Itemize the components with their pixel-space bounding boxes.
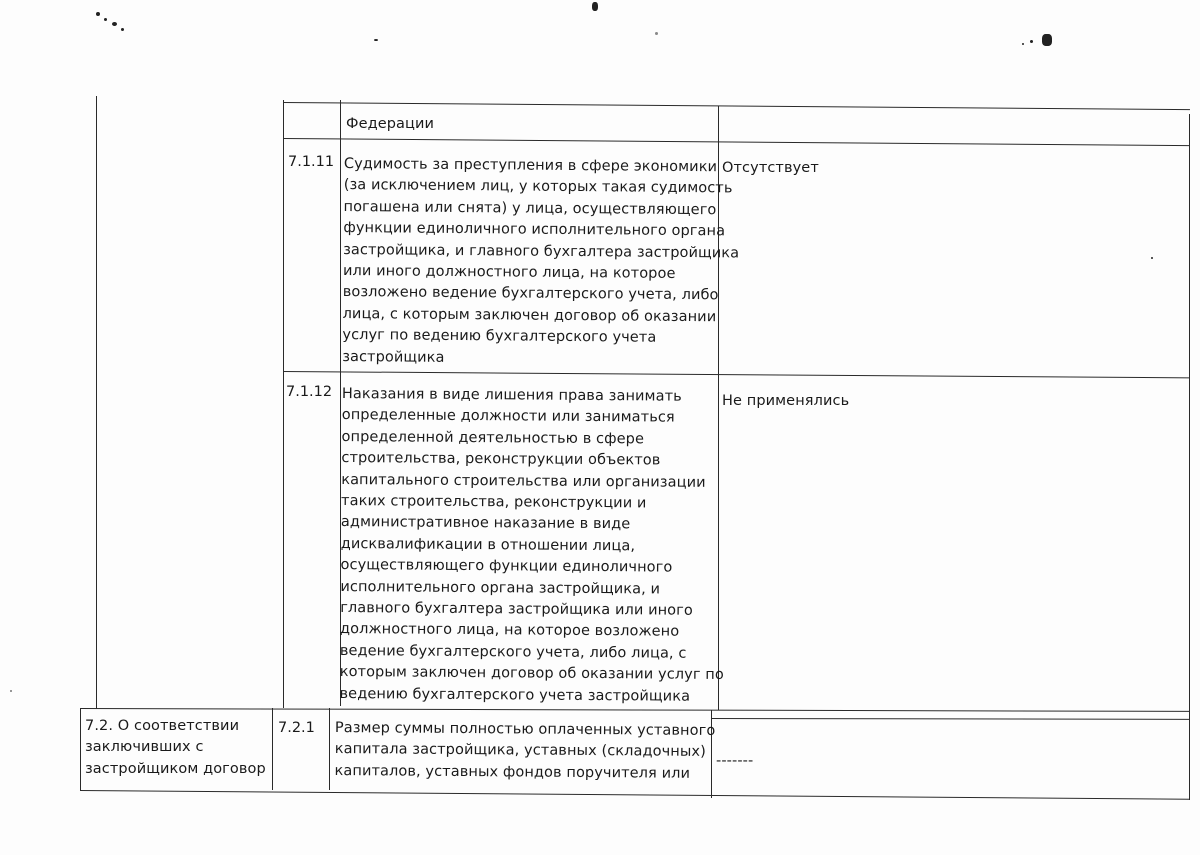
table-border-section-col2: [329, 708, 330, 790]
scan-speck: [96, 12, 100, 16]
scan-speck: [1030, 40, 1033, 43]
table-border-bottom: [80, 790, 1190, 800]
table-border-top: [283, 102, 1190, 110]
table-border-right: [1189, 114, 1190, 712]
scan-speck: [121, 28, 124, 31]
row-value-7-1-11: Отсутствует: [722, 160, 819, 176]
scan-speck: [104, 18, 107, 21]
row-number-7-1-11: 7.1.11: [288, 154, 335, 170]
scan-speck: [374, 39, 378, 41]
table-border-section-left: [80, 708, 81, 790]
table-row-divider: [80, 708, 1190, 712]
table-border-col1: [283, 100, 284, 708]
scan-speck: [1042, 34, 1052, 46]
table-row-divider: [283, 138, 1190, 146]
row-value-7-2-1: -------: [716, 753, 754, 769]
table-border-left-outer: [96, 96, 97, 709]
table-row-divider: [711, 718, 1189, 720]
scan-speck: [1022, 43, 1024, 45]
row-value-7-1-12: Не применялись: [722, 393, 850, 409]
section-title-7-2: 7.2. О соответствии заключивших с застройщиком договор: [85, 718, 266, 777]
scan-speck: [1151, 257, 1153, 259]
table-border-section-right: [1189, 712, 1190, 800]
scan-speck: [10, 690, 12, 692]
row-description-7-1-11: Судимость за преступления в сфере экономики (за исключением лиц, у которых такая судимость погашена или снята) у лица, осуществляющего функции единоличного исполнительного органа застройщика, и главного бухгалтера застройщика или иного должностного лица, на которое возложено ведение бухгалтерского учета, либо лица, с которым заключен договор об оказании услуг по ведению бухгалтерского учета застройщика: [342, 155, 740, 366]
row-number-7-1-12: 7.1.12: [286, 384, 333, 400]
scan-speck: [592, 2, 598, 11]
row-description-7-1-12: Наказания в виде лишения права занимать определенные должности или заниматься определенной деятельностью в сфере строительства, реконструкции объектов капитального строительства или организации таких строительства, реконструкции и административное наказание в виде дисквалификации в отношении лица, осуществляющего функции единоличного исполнительного органа застройщика, и главного бухгалтера застройщика или иного должностного лица, на которое возложено ведение бухгалтерского учета, либо лица, с которым заключен договор об оказании услуг по ведению бухгалтерского учета застройщика: [339, 385, 724, 705]
continuation-cell-text: Федерации: [346, 116, 435, 132]
scan-speck: [655, 32, 658, 35]
row-description-7-2-1: Размер суммы полностью оплаченных уставного капитала застройщика, уставных (складочных) капиталов, уставных фондов поручителя или: [334, 719, 716, 782]
scan-speck: [112, 22, 117, 26]
table-row-divider: [283, 371, 1190, 378]
table-border-section-col1: [272, 708, 273, 790]
row-number-7-2-1: 7.2.1: [278, 720, 315, 736]
